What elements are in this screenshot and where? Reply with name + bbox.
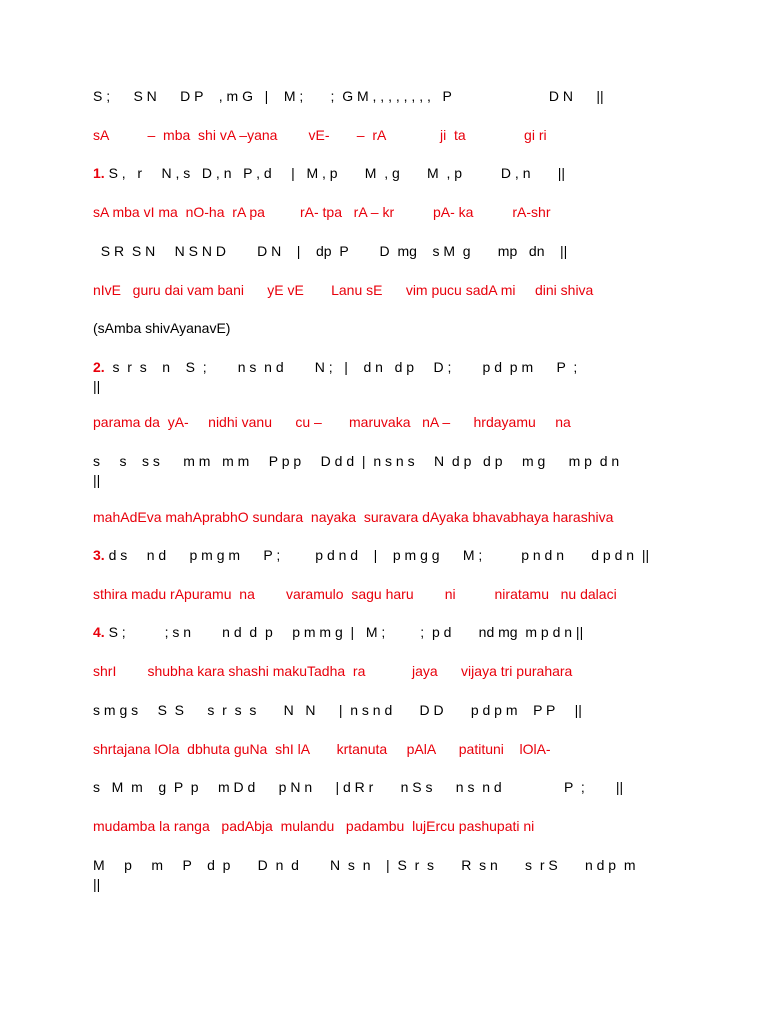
notation-line-3: [93, 242, 683, 261]
line-text: s r s n S ; n s n d N ; | d n d p D ; p d p m P ; ||: [93, 359, 578, 394]
notation-line-2: [93, 164, 683, 183]
line-text: sA mba vI ma nO-ha rA pa rA- tpa rA – kr pA- ka rA-shr: [93, 204, 551, 220]
lyric-line-1: [93, 126, 683, 145]
lyric-line-4: [93, 413, 683, 432]
section-number: 2.: [93, 359, 105, 375]
line-text: S ; S N D P , m G | M ; ; G M , , , , , , , , P D N ||: [93, 88, 604, 104]
notation-line-7: [93, 623, 683, 642]
line-text: shrI shubha kara shashi makuTadha ra jaya vijaya tri purahara: [93, 663, 573, 679]
notation-line-1: [93, 87, 683, 106]
raga-title: [93, 319, 683, 338]
line-text: sthira madu rApuramu na varamulo sagu haru ni niratamu nu dalaci: [93, 586, 617, 602]
lyric-line-3: [93, 281, 683, 300]
line-text: S , r N , s D , n P , d | M , p M , g M , p D , n ||: [104, 165, 565, 181]
line-text: mahAdEva mahAprabhO sundara nayaka suravara dAyaka bhavabhaya harashiva: [93, 509, 614, 525]
lyric-line-8: [93, 740, 683, 759]
lyric-line-2: [93, 203, 683, 222]
lyric-line-5: [93, 508, 683, 527]
line-text: S R S N N S N D D N | dp P D mg s M g mp dn ||: [93, 243, 568, 259]
line-text: s m g s S S s r s s N N | n s n d D D p d p m P P ||: [93, 702, 582, 718]
line-text: S ; ; s n n d d p p m m g | M ; ; p d nd mg m p d n ||: [104, 624, 584, 640]
lyric-line-7: [93, 662, 683, 681]
lyric-line-9: [93, 817, 683, 836]
section-number: 4.: [93, 624, 105, 640]
line-text: parama da yA- nidhi vanu cu – maruvaka nA – hrdayamu na: [93, 414, 571, 430]
line-text: (sAmba shivAyanavE): [93, 320, 231, 336]
lyric-line-6: [93, 585, 683, 604]
line-text: shrtajana lOla dbhuta guNa shI lA krtanuta pAlA patituni lOlA-: [93, 741, 551, 757]
line-text: sA – mba shi vA –yana vE- – rA ji ta gi ri: [93, 127, 547, 143]
line-text: d s n d p m g m P ; p d n d | p m g g M ; p n d n d p d n ||: [104, 547, 650, 563]
line-text: mudamba la ranga padAbja mulandu padambu lujErcu pashupati ni: [93, 818, 535, 834]
notation-line-8: [93, 701, 683, 720]
notation-line-6: [93, 546, 683, 565]
line-text: M p m P d p D n d N s n | S r s R s n s r S n d p m ||: [93, 857, 636, 892]
line-text: s s s s m m m m P p p D d d | n s n s N d p d p m g m p d n ||: [93, 453, 620, 488]
notation-line-4: [93, 358, 683, 396]
notation-line-9: [93, 778, 683, 797]
section-number: 1.: [93, 165, 105, 181]
notation-line-10: [93, 856, 683, 894]
line-text: nIvE guru dai vam bani yE vE Lanu sE vim pucu sadA mi dini shiva: [93, 282, 594, 298]
line-text: s M m g P p m D d p N n | d R r n S s n s n d P ; ||: [93, 779, 624, 795]
notation-line-5: [93, 452, 683, 490]
section-number: 3.: [93, 547, 105, 563]
